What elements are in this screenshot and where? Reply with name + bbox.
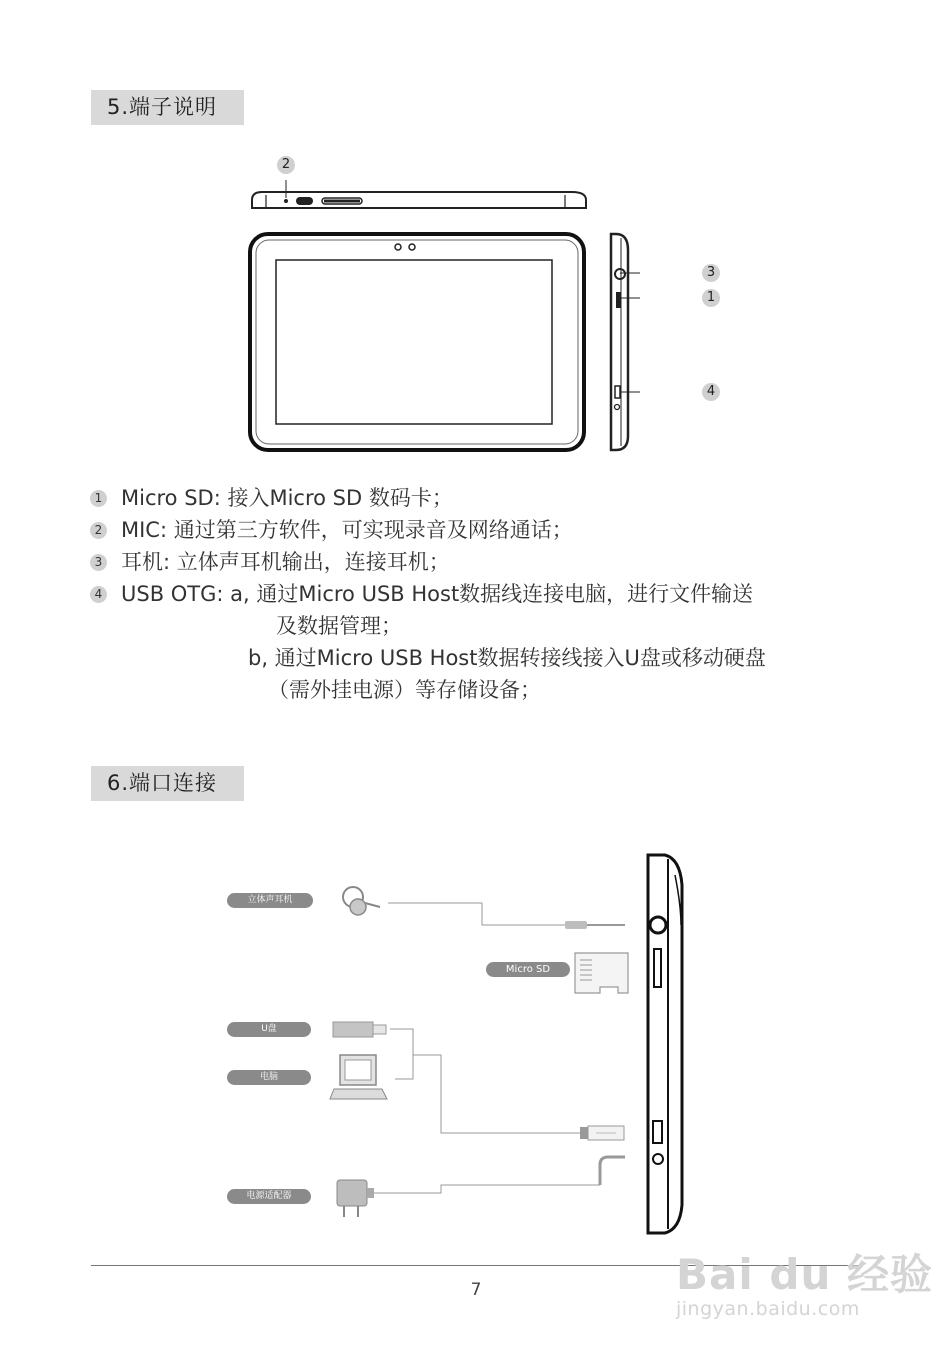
- label-udisk: U盘: [227, 1022, 311, 1037]
- dc-jack-icon: [653, 1154, 663, 1164]
- usb-plug-icon: [580, 1126, 624, 1140]
- list-item: [90, 514, 890, 546]
- microsd-slot-icon: [654, 949, 661, 987]
- callout-4: 4: [702, 383, 720, 401]
- power-button-icon: [296, 197, 313, 205]
- item-number: 1: [90, 490, 107, 507]
- item-text: MIC: 通过第三方软件，可实现录音及网络通话；: [121, 518, 573, 542]
- item-number: 2: [90, 522, 107, 539]
- callout-1: 1: [702, 289, 720, 307]
- audio-plug-icon: [565, 921, 587, 929]
- usb-port-icon: [615, 386, 620, 398]
- light-sensor-icon: [409, 244, 415, 250]
- tablet-terminal-diagram: [240, 150, 640, 460]
- watermark-url: jingyan.baidu.com: [676, 1298, 860, 1320]
- usb-stick-icon: [333, 1022, 386, 1037]
- terminal-descriptions: [90, 482, 890, 706]
- headphone-jack-icon: [615, 269, 625, 279]
- label-power-adapter: 电源适配器: [227, 1189, 311, 1204]
- headphone-jack-icon: [650, 917, 666, 933]
- label-microsd: Micro SD: [486, 962, 570, 977]
- computer-icon: [330, 1055, 387, 1099]
- headphones-icon: [343, 887, 380, 915]
- list-item: [90, 482, 890, 514]
- item-text: USB OTG: a, 通过Micro USB Host数据线连接电脑，进行文件输送: [121, 582, 754, 606]
- list-item: [90, 546, 890, 578]
- page-number: 7: [470, 1280, 482, 1300]
- callout-3: 3: [702, 264, 720, 282]
- item-continuation: 及数据管理；: [276, 614, 402, 638]
- mic-hole-icon: [284, 199, 288, 203]
- watermark-brand: Bai du 经验: [676, 1250, 933, 1299]
- power-adapter-icon: [337, 1180, 374, 1217]
- microsd-card-icon: [575, 953, 628, 993]
- item-number: 4: [90, 586, 107, 603]
- item-text: 耳机: 立体声耳机输出，连接耳机；: [121, 550, 450, 574]
- microsd-slot-icon: [616, 292, 621, 308]
- label-headphones: 立体声耳机: [227, 893, 313, 908]
- usb-port-icon: [653, 1121, 662, 1143]
- front-camera-icon: [395, 244, 401, 250]
- item-number: 3: [90, 554, 107, 571]
- item-continuation: （需外挂电源）等存储设备；: [268, 678, 541, 702]
- list-item: [90, 578, 890, 610]
- label-computer: 电脑: [227, 1070, 311, 1085]
- item-text: Micro SD: 接入Micro SD 数码卡；: [121, 486, 453, 510]
- section-title-port-connection: 6.端口连接: [91, 766, 244, 801]
- section-title-terminals: 5.端子说明: [91, 90, 244, 125]
- callout-2: 2: [277, 156, 295, 174]
- item-continuation: b, 通过Micro USB Host数据转接线接入U盘或移动硬盘: [248, 646, 766, 670]
